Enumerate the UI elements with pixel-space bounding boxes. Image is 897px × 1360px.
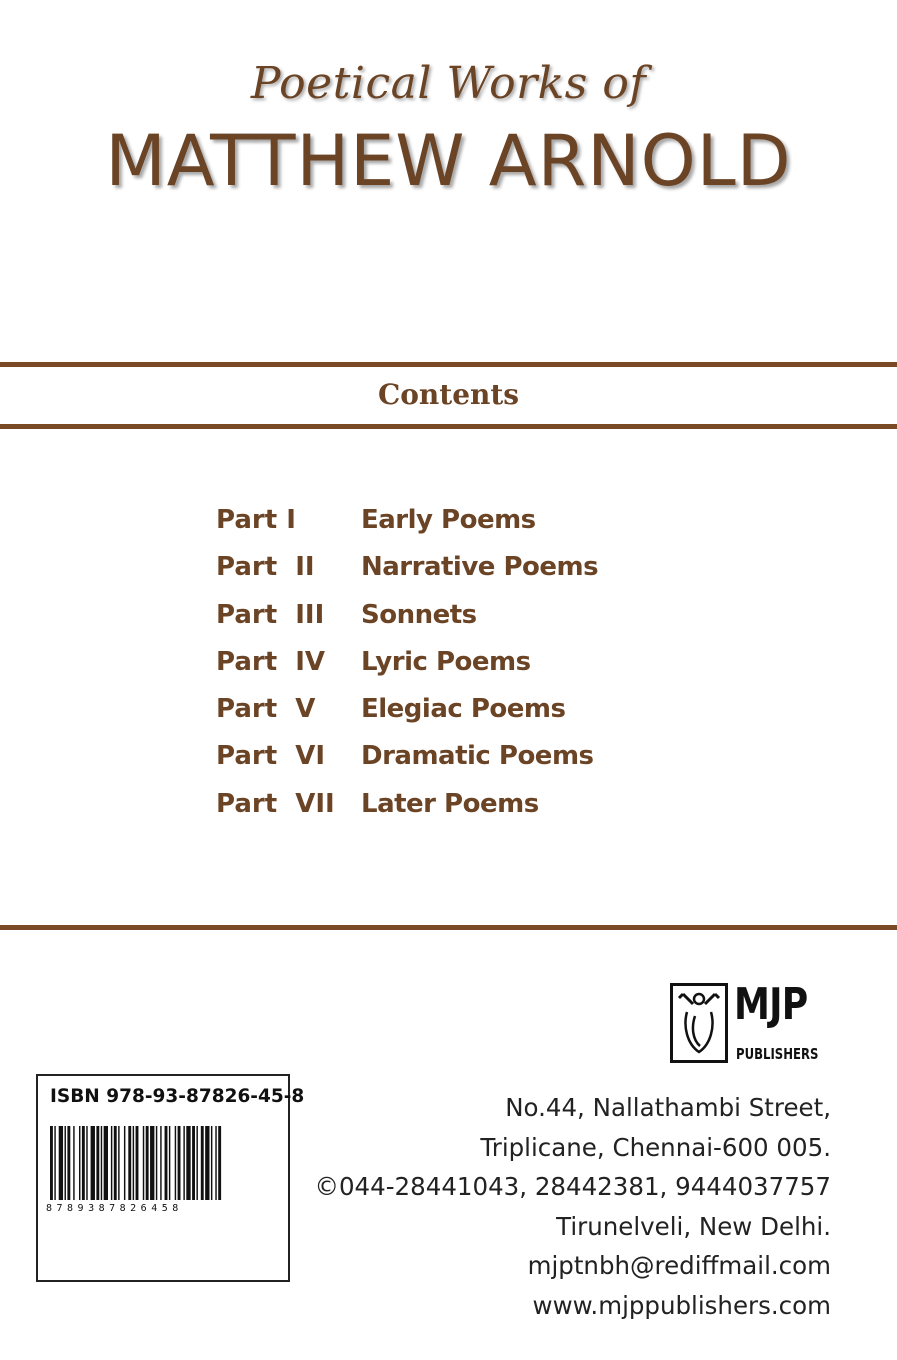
- divider-bottom: [0, 925, 897, 930]
- part-title: Narrative Poems: [361, 552, 599, 583]
- divider-middle: [0, 424, 897, 429]
- part-number: Part II: [216, 552, 315, 583]
- publisher-logo: [670, 979, 830, 1065]
- website-line: www.mjppublishers.com: [532, 1290, 831, 1320]
- divider-top: [0, 362, 897, 367]
- part-title: Later Poems: [361, 788, 539, 819]
- publisher-address: [314, 1088, 831, 1325]
- email-line: mjptnbh@rediffmail.com: [527, 1251, 831, 1280]
- part-title: Elegiac Poems: [361, 694, 566, 725]
- part-number: Part V: [216, 694, 316, 725]
- address-line: No.44, Nallathambi Street,: [505, 1093, 831, 1122]
- part-title: Early Poems: [361, 505, 536, 535]
- phone-line: ©044-28441043, 28442381, 9444037757: [314, 1172, 831, 1201]
- branches-line: Tirunelveli, New Delhi.: [556, 1211, 831, 1241]
- logo-wordmark: MJP: [734, 979, 808, 1030]
- part-number: Part III: [216, 599, 325, 630]
- part-title: Dramatic Poems: [361, 741, 594, 772]
- barcode-digits: 8789387826458: [46, 1203, 183, 1214]
- part-number: Part VII: [216, 788, 335, 819]
- part-title: Lyric Poems: [361, 646, 531, 677]
- logo-subtitle: PUBLISHERS: [736, 1045, 819, 1063]
- part-number: Part IV: [216, 646, 326, 677]
- title-line-1: Poetical Works of: [250, 58, 647, 109]
- address-line: Triplicane, Chennai-600 005.: [480, 1132, 831, 1162]
- mjp-logo-icon: [670, 983, 728, 1063]
- part-number: Part I: [216, 505, 296, 535]
- contents-heading: Contents: [377, 378, 520, 411]
- part-number: Part VI: [216, 741, 326, 772]
- author-name: MATTHEW ARNOLD: [105, 120, 792, 202]
- part-title: Sonnets: [361, 599, 477, 630]
- barcode-panel: [36, 1074, 305, 1282]
- isbn-label: ISBN 978-93-87826-45-8: [50, 1086, 305, 1107]
- barcode-icon: [46, 1126, 282, 1204]
